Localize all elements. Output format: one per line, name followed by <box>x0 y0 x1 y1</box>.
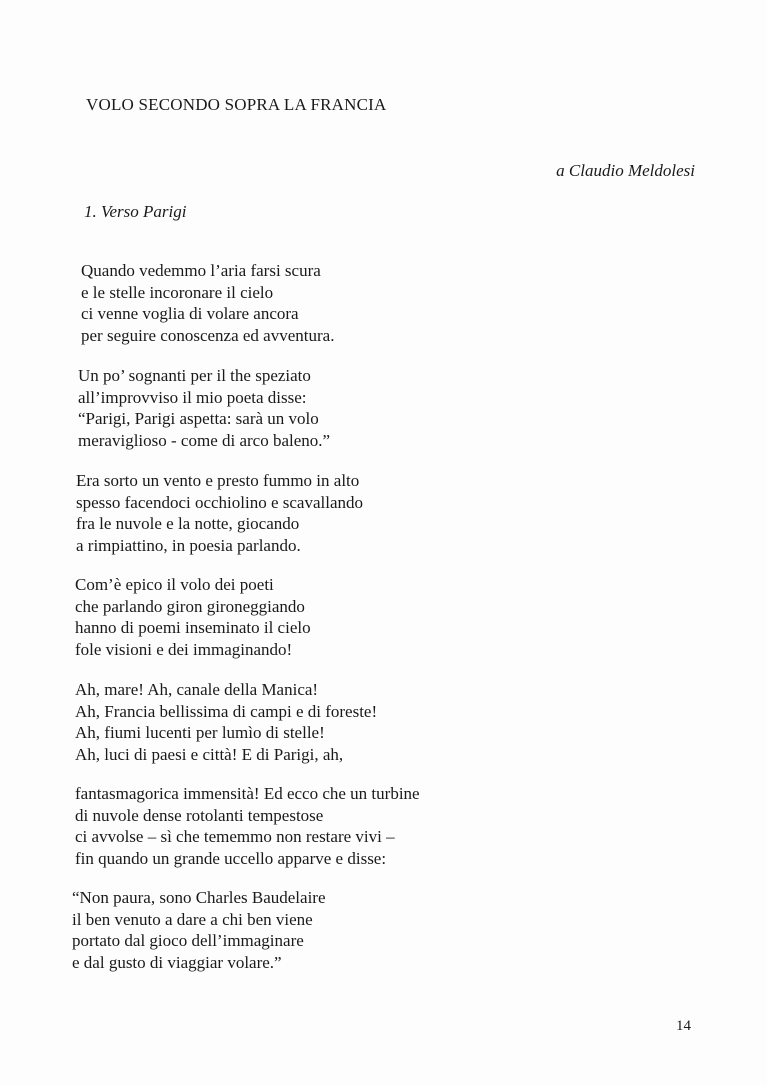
stanza-7 <box>72 887 326 973</box>
verse-line: “Non paura, sono Charles Baudelaire <box>72 888 326 907</box>
stanza-4 <box>75 574 311 660</box>
verse-line: a rimpiattino, in poesia parlando. <box>76 535 301 555</box>
verse-line: Quando vedemmo l’aria farsi scura <box>81 261 321 280</box>
poem-title: VOLO SECONDO SOPRA LA FRANCIA <box>86 95 387 114</box>
stanza-5 <box>75 679 377 765</box>
verse-line: fantasmagorica immensità! Ed ecco che un turbine <box>75 784 420 803</box>
section-heading: 1. Verso Parigi <box>84 202 187 221</box>
stanza-2 <box>78 365 330 451</box>
verse-line: ci venne voglia di volare ancora <box>81 304 299 323</box>
verse-line: hanno di poemi inseminato il cielo <box>75 618 311 637</box>
verse-line: di nuvole dense rotolanti tempestose <box>75 805 324 825</box>
verse-line: all’improvviso il mio poeta disse: <box>78 387 307 407</box>
verse-line: Com’è epico il volo dei poeti <box>75 575 274 594</box>
verse-line: il ben venuto a dare a chi ben viene <box>72 909 313 929</box>
verse-line: Era sorto un vento e presto fummo in alto <box>76 471 360 490</box>
verse-line: che parlando giron gironeggiando <box>75 596 305 616</box>
verse-line: meraviglioso - come di arco baleno.” <box>78 430 331 450</box>
verse-line: spesso facendoci occhiolino e scavallando <box>76 492 364 512</box>
verse-line: ci avvolse – sì che tememmo non restare vivi – <box>75 827 395 846</box>
verse-line: Un po’ sognanti per il the speziato <box>78 366 311 385</box>
stanza-3 <box>76 470 363 556</box>
verse-line: “Parigi, Parigi aspetta: sarà un volo <box>78 409 319 428</box>
stanza-1 <box>81 260 334 346</box>
verse-line: e le stelle incoronare il cielo <box>81 282 274 302</box>
dedication: a Claudio Meldolesi <box>556 161 695 180</box>
verse-line: portato dal gioco dell’immaginare <box>72 931 304 950</box>
verse-line: Ah, fiumi lucenti per lumìo di stelle! <box>75 723 325 742</box>
verse-line: Ah, Francia bellissima di campi e di foreste! <box>75 701 378 721</box>
verse-line: fra le nuvole e la notte, giocando <box>76 514 300 533</box>
stanza-6 <box>75 783 420 869</box>
page-number: 14 <box>676 1018 691 1034</box>
verse-line: Ah, luci di paesi e città! E di Parigi, ah, <box>75 744 344 764</box>
verse-line: Ah, mare! Ah, canale della Manica! <box>75 680 319 699</box>
verse-line: fole visioni e dei immaginando! <box>75 639 293 659</box>
verse-line: e dal gusto di viaggiar volare.” <box>72 952 282 972</box>
verse-line: per seguire conoscenza ed avventura. <box>81 325 335 345</box>
verse-line: fin quando un grande uccello apparve e disse: <box>75 848 387 868</box>
